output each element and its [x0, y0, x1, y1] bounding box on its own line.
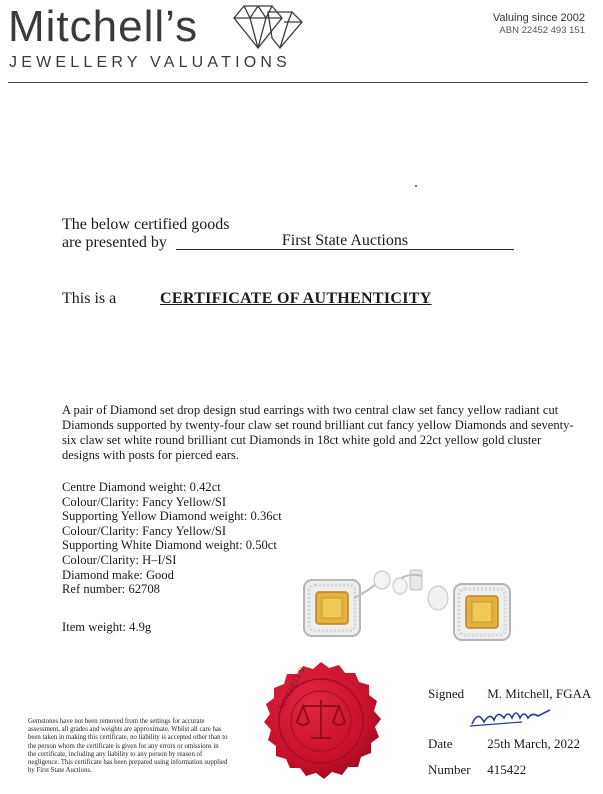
- certificate-title: CERTIFICATE OF AUTHENTICITY: [160, 290, 432, 307]
- earrings-photo: [298, 568, 594, 642]
- disclaimer: Gemstones have not been removed from the settings for accurate assessment, all grades and weights are approximate. Whilst all care has been taken in making this certificate, no liability is accepted other than to the person whom the certificate is given for any errors or omissions in the certificate, including any liability to any person by reason of negligence. This certificate has been prepared using information supplied by First State Auctions.: [28, 718, 228, 775]
- signed-value: M. Mitchell, FGAA: [487, 686, 592, 701]
- number-value: 415422: [487, 762, 527, 777]
- signed-row: [428, 686, 591, 702]
- tagline: Valuing since 2002: [492, 12, 585, 24]
- spec-line: Ref number: 62708: [62, 582, 160, 597]
- spec-line: Colour/Clarity: Fancy Yellow/SI: [62, 523, 227, 538]
- signed-label: Signed: [428, 686, 465, 701]
- spec-line: Colour/Clarity: Fancy Yellow/SI: [62, 494, 227, 509]
- speck: [415, 185, 417, 187]
- specifications-list: [62, 480, 282, 597]
- number-row: [428, 762, 526, 778]
- item-description: A pair of Diamond set drop design stud earrings with two central claw set fancy yellow radiant cut Diamonds supported by twenty-four claw set round brilliant cut fancy yellow Diamonds and seventy-six claw set white round brilliant cut Diamonds in 18ct white gold and 22ct yellow gold cluster designs with posts for pierced ears.: [62, 403, 574, 462]
- header-divider: [8, 82, 588, 83]
- diamond-logo-icon: [232, 2, 304, 52]
- intro-line-1: The below certified goods: [62, 216, 230, 233]
- this-is-label: This is a: [62, 290, 117, 307]
- date-label: Date: [428, 736, 453, 751]
- item-weight: Item weight: 4.9g: [62, 620, 152, 634]
- spec-line: Supporting White Diamond weight: 0.50ct: [62, 538, 277, 553]
- intro-line-2: are presented by: [62, 234, 167, 251]
- wax-seal-icon: [255, 660, 387, 792]
- seal-text: MITCHELL'S: [276, 665, 307, 711]
- brand-name: Mitchell’s: [8, 2, 199, 51]
- spec-line: Diamond make: Good: [62, 567, 174, 582]
- date-value: 25th March, 2022: [487, 736, 581, 751]
- abn-number: ABN 22452 493 151: [499, 25, 585, 36]
- presenter-field: [176, 232, 514, 250]
- spec-line: Supporting Yellow Diamond weight: 0.36ct: [62, 509, 282, 524]
- spec-line: Colour/Clarity: H–I/SI: [62, 552, 177, 567]
- presenter-name: First State Auctions: [281, 232, 409, 249]
- header-tagline-block: [493, 12, 585, 36]
- date-row: [428, 736, 580, 752]
- brand-subtitle: JEWELLERY VALUATIONS: [9, 54, 291, 71]
- left-earring: [304, 570, 448, 636]
- spec-line: Centre Diamond weight: 0.42ct: [62, 480, 221, 494]
- signature-icon: [468, 706, 554, 728]
- number-label: Number: [428, 762, 471, 777]
